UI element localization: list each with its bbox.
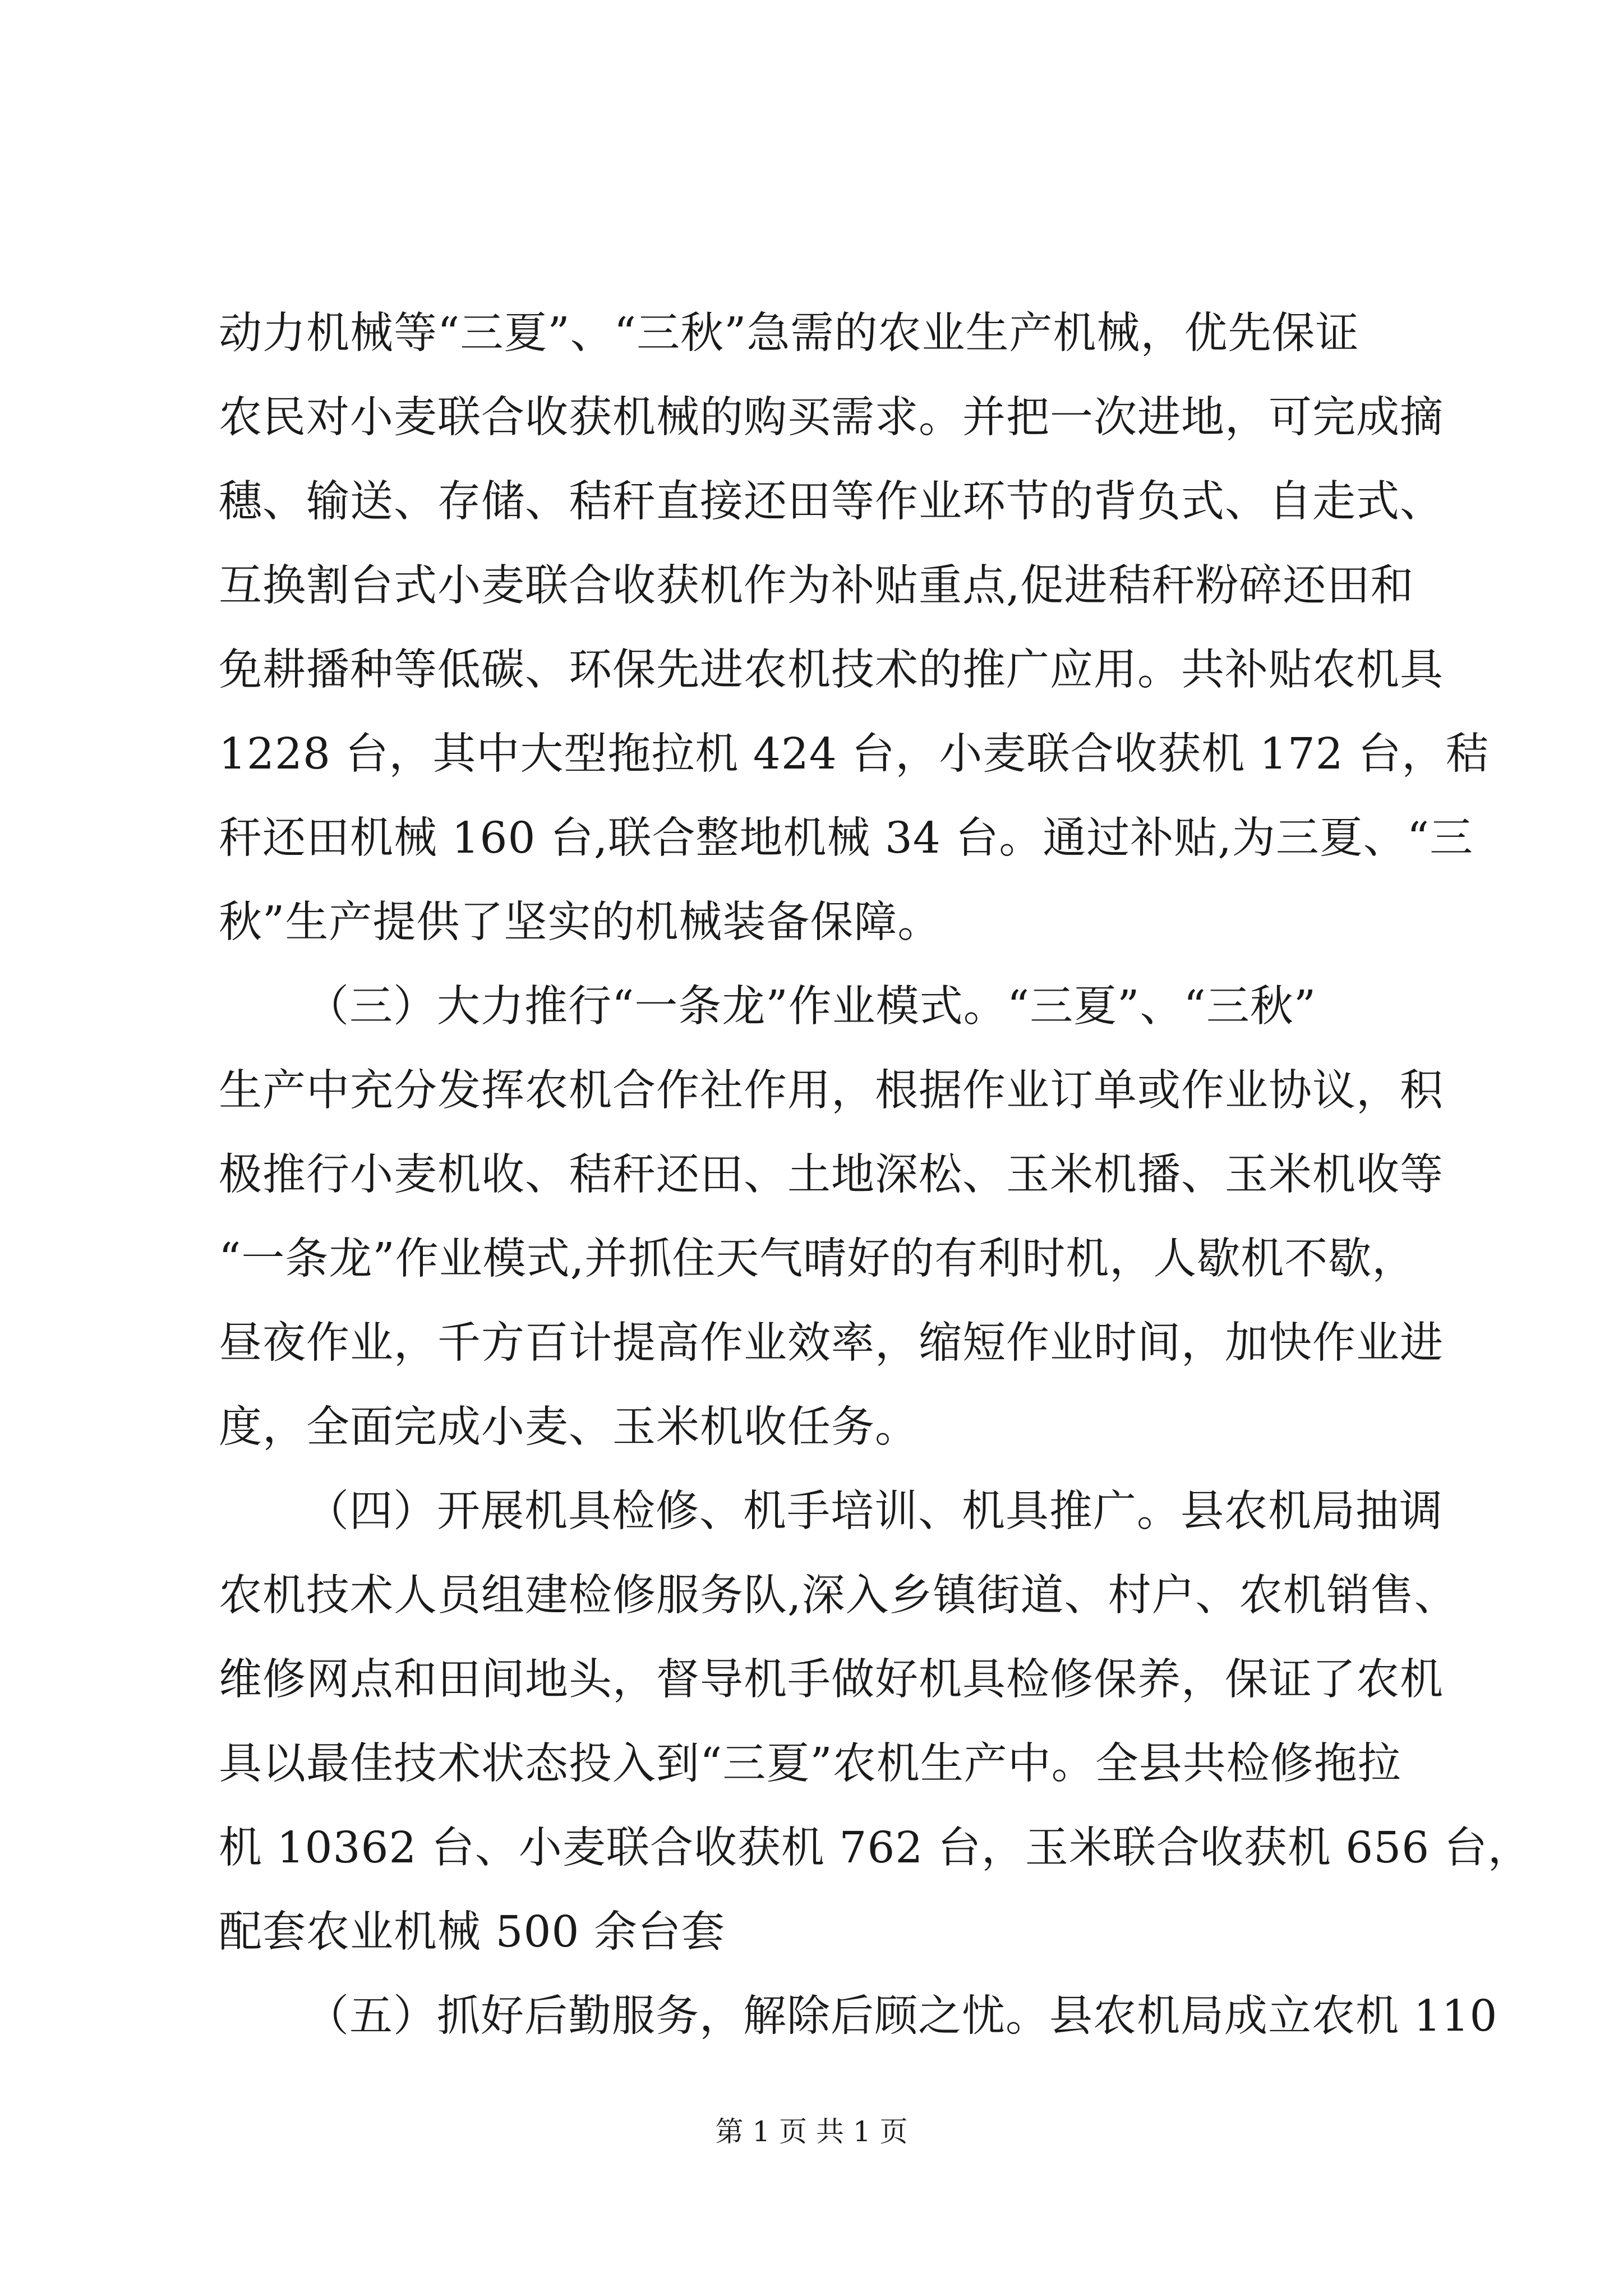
body-text-line: 免耕播种等低碳、环保先进农机技术的推广应用。共补贴农机具 (219, 645, 1444, 695)
body-text-line: 动力机械等“三夏”、“三秋”急需的农业生产机械，优先保证 (219, 309, 1359, 358)
section-heading-4: （四）开展机具检修、机手培训、机具推广。县农机局抽调 (306, 1487, 1443, 1536)
body-text-line: 秆还田机械 160 台,联合整地机械 34 台。通过补贴,为三夏、“三 (219, 813, 1474, 863)
body-text-line: 1228 台，其中大型拖拉机 424 台，小麦联合收获机 172 台，秸 (219, 729, 1490, 779)
body-text-line: 农民对小麦联合收获机械的购买需求。并把一次进地，可完成摘 (219, 393, 1444, 443)
body-text-line: 农机技术人员组建检修服务队,深入乡镇街道、村户、农机销售、 (219, 1571, 1458, 1621)
body-text-line: 机 10362 台、小麦联合收获机 762 台，玉米联合收获机 656 台， (219, 1823, 1532, 1873)
body-text-line: 穗、输送、存储、秸秆直接还田等作业环节的背负式、自走式、 (219, 477, 1444, 527)
body-text-line: 配套农业机械 500 余台套 (219, 1907, 725, 1957)
section-heading-3: （三）大力推行“一条龙”作业模式。“三夏”、“三秋” (306, 982, 1317, 1032)
body-text-line: 昼夜作业，千方百计提高作业效率，缩短作业时间，加快作业进 (219, 1318, 1444, 1368)
body-text-line: 互换割台式小麦联合收获机作为补贴重点,促进秸秆粉碎还田和 (219, 561, 1414, 611)
body-text-line: 度，全面完成小麦、玉米机收任务。 (219, 1402, 919, 1452)
body-text-line: 生产中充分发挥农机合作社作用，根据作业订单或作业协议，积 (219, 1066, 1444, 1116)
section-heading-5: （五）抓好后勤服务，解除后顾之忧。县农机局成立农机 110 (306, 1991, 1498, 2041)
body-text-line: 维修网点和田间地头，督导机手做好机具检修保养，保证了农机 (219, 1655, 1444, 1705)
body-text-line: “一条龙”作业模式,并抓住天气晴好的有利时机，人歇机不歇， (219, 1234, 1416, 1284)
body-text-line: 极推行小麦机收、秸秆还田、土地深松、玉米机播、玉米机收等 (219, 1150, 1444, 1200)
page-footer: 第 1 页 共 1 页 (715, 2115, 908, 2148)
body-text-line: 具以最佳技术状态投入到“三夏”农机生产中。全县共检修拖拉 (219, 1739, 1401, 1789)
body-text-line: 秋”生产提供了坚实的机械装备保障。 (219, 898, 942, 947)
